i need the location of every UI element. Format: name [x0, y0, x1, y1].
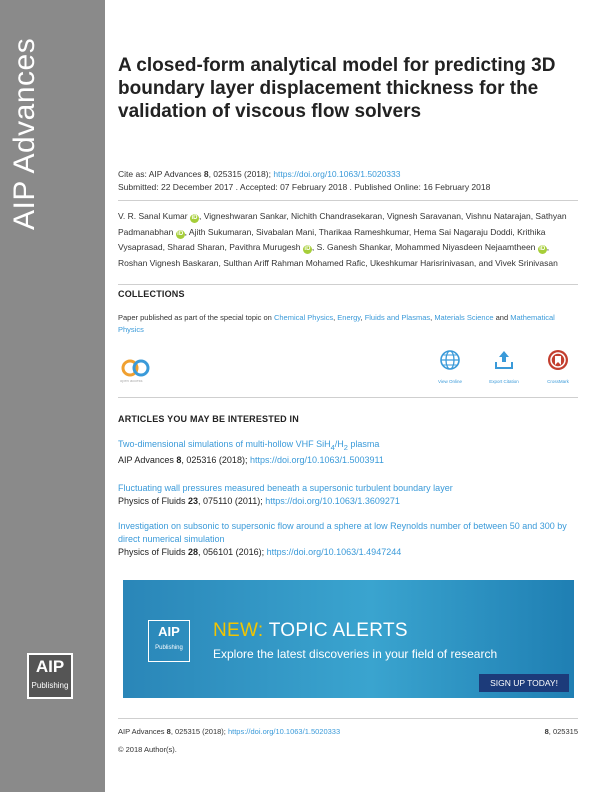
- page-number: [545, 727, 578, 736]
- view-online-button[interactable]: [430, 349, 470, 384]
- export-icon: [493, 349, 515, 371]
- logo-text-top: AIP: [35, 657, 65, 676]
- related-article-citation: [118, 454, 578, 467]
- page-num: , 025315: [548, 727, 578, 736]
- globe-icon: [439, 349, 461, 371]
- cite-line: [118, 168, 578, 181]
- author-text: , S. Ganesh Shankar, Mohammed Niyasdeen Nejaamtheen: [311, 242, 538, 252]
- author-text: , Vigneshwaran Sankar, Nichith Chandrasekaran, Vignesh Saravanan, Vishnu Natarajan, Sathyan Padmanabhan: [118, 211, 567, 237]
- crossmark-button[interactable]: [538, 349, 578, 384]
- orcid-icon[interactable]: iD: [304, 246, 311, 252]
- title-part: Two-dimensional simulations of multi-hollow VHF SiH: [118, 439, 331, 449]
- topic-link-fluids-plasmas[interactable]: Fluids and Plasmas: [364, 313, 431, 322]
- volume: 8: [176, 454, 182, 465]
- page-footer: [118, 727, 578, 736]
- divider: [118, 718, 578, 719]
- related-article-citation: [118, 495, 578, 508]
- footer-volume: 8: [166, 727, 171, 736]
- topic-link-energy[interactable]: Energy: [337, 313, 361, 322]
- related-article: [118, 438, 578, 467]
- sign-up-button[interactable]: SIGN UP TODAY!: [479, 674, 569, 692]
- related-article: [118, 520, 578, 559]
- aip-publishing-logo[interactable]: [27, 653, 73, 699]
- volume: 23: [188, 496, 199, 506]
- related-article: [118, 482, 578, 508]
- doi-link[interactable]: https://doi.org/10.1063/1.4947244: [266, 547, 402, 557]
- separator: ,: [430, 313, 435, 322]
- footer-journal: AIP Advances: [118, 727, 167, 736]
- author-list: [118, 209, 568, 271]
- doi-link[interactable]: https://doi.org/10.1063/1.5003911: [249, 454, 384, 465]
- citation-rest: , 025316 (2018);: [181, 454, 250, 465]
- orcid-icon[interactable]: iD: [539, 246, 546, 252]
- separator: ,: [360, 313, 365, 322]
- copyright: © 2018 Author(s).: [118, 745, 177, 754]
- view-online-label: View Online: [438, 379, 462, 384]
- topic-link-chemical-physics[interactable]: Chemical Physics: [273, 313, 334, 322]
- topic-link-mathematical-physics[interactable]: Mathematical Physics: [118, 313, 555, 334]
- banner-logo-bottom: Publishing: [155, 645, 183, 651]
- title-part: /H: [334, 439, 344, 449]
- cite-label: Cite as: AIP Advances: [118, 169, 204, 179]
- citation-rest: , 075110 (2011);: [198, 496, 266, 506]
- export-citation-button[interactable]: [484, 349, 524, 384]
- divider: [118, 397, 578, 398]
- collections-heading: COLLECTIONS: [118, 289, 185, 299]
- author-text: , Ajith Sukumaran, Sivabalan Mani, Tharikaa Rameshkumar, Hema Sai Nagaraju Doddi, Krithika Vysaprasad, Sharad Sharan, Pavithra Murugesh: [118, 226, 546, 252]
- topic-link-materials-science[interactable]: Materials Science: [434, 313, 494, 322]
- title-subscript: 4: [330, 442, 335, 452]
- citation-block: [118, 168, 578, 194]
- separator: and: [493, 313, 511, 322]
- banner-new-label: NEW:: [213, 620, 264, 641]
- journal-name: AIP Advances: [8, 38, 41, 231]
- footer-citation-rest: , 025315 (2018);: [170, 727, 228, 736]
- journal-name: AIP Advances: [118, 454, 177, 465]
- page-volume: 8: [544, 727, 549, 736]
- banner-aip-logo: [148, 620, 190, 662]
- related-article-title[interactable]: Fluctuating wall pressures measured beneath a supersonic turbulent boundary layer: [118, 483, 453, 493]
- journal-sidebar: [0, 0, 105, 792]
- cite-volume: 8: [203, 169, 209, 179]
- divider: [118, 200, 578, 201]
- open-access-caption: open access: [120, 378, 143, 383]
- related-article-title[interactable]: Investigation on subsonic to supersonic flow around a sphere at low Reynolds number of between 50 and 300 by direct numerical simulation: [118, 521, 567, 544]
- banner-logo-top: AIP: [158, 624, 180, 639]
- article-title: A closed-form analytical model for predicting 3D boundary layer displacement thickness for the validation of viscous flow solvers: [118, 55, 556, 122]
- author-text: , Roshan Vignesh Baskaran, Sulthan Ariff Rahman Mohamed Rafic, Ukeshkumar Harisrinivasan, and Vivek Srinivasan: [118, 242, 558, 268]
- footer-doi-link[interactable]: https://doi.org/10.1063/1.5020333: [227, 727, 341, 736]
- citation-rest: , 056101 (2016);: [198, 547, 267, 557]
- orcid-icon[interactable]: iD: [177, 230, 184, 237]
- related-articles-heading: ARTICLES YOU MAY BE INTERESTED IN: [118, 414, 299, 424]
- banner-headline: [213, 620, 408, 642]
- collections-text: [118, 312, 578, 336]
- related-article-title[interactable]: [118, 438, 578, 454]
- title-subscript: 2: [343, 442, 348, 452]
- export-citation-label: Export Citation: [489, 379, 519, 384]
- divider: [118, 284, 578, 285]
- cite-rest: , 025315 (2018);: [208, 169, 274, 179]
- crossmark-label: CrossMark: [547, 379, 569, 384]
- publication-dates: Submitted: 22 December 2017 . Accepted: 07 February 2018 . Published Online: 16 February 2018: [118, 182, 491, 192]
- title-part: plasma: [347, 439, 380, 449]
- banner-subline: Explore the latest discoveries in your field of research: [213, 647, 498, 661]
- related-article-citation: [118, 546, 578, 559]
- banner-headline-text: TOPIC ALERTS: [263, 620, 408, 641]
- topic-alerts-banner[interactable]: [123, 580, 574, 698]
- crossmark-icon: [547, 349, 569, 371]
- doi-link[interactable]: https://doi.org/10.1063/1.5020333: [273, 169, 401, 179]
- separator: ,: [333, 313, 338, 322]
- logo-text-bottom: Publishing: [31, 681, 69, 690]
- volume: 28: [188, 547, 199, 557]
- journal-name: Physics of Fluids: [118, 496, 189, 506]
- author-text: V. R. Sanal Kumar: [118, 211, 190, 221]
- doi-link[interactable]: https://doi.org/10.1063/1.3609271: [265, 496, 400, 506]
- journal-name: Physics of Fluids: [118, 547, 189, 557]
- orcid-icon[interactable]: iD: [191, 215, 198, 221]
- collections-prefix: Paper published as part of the special topic on: [118, 313, 274, 322]
